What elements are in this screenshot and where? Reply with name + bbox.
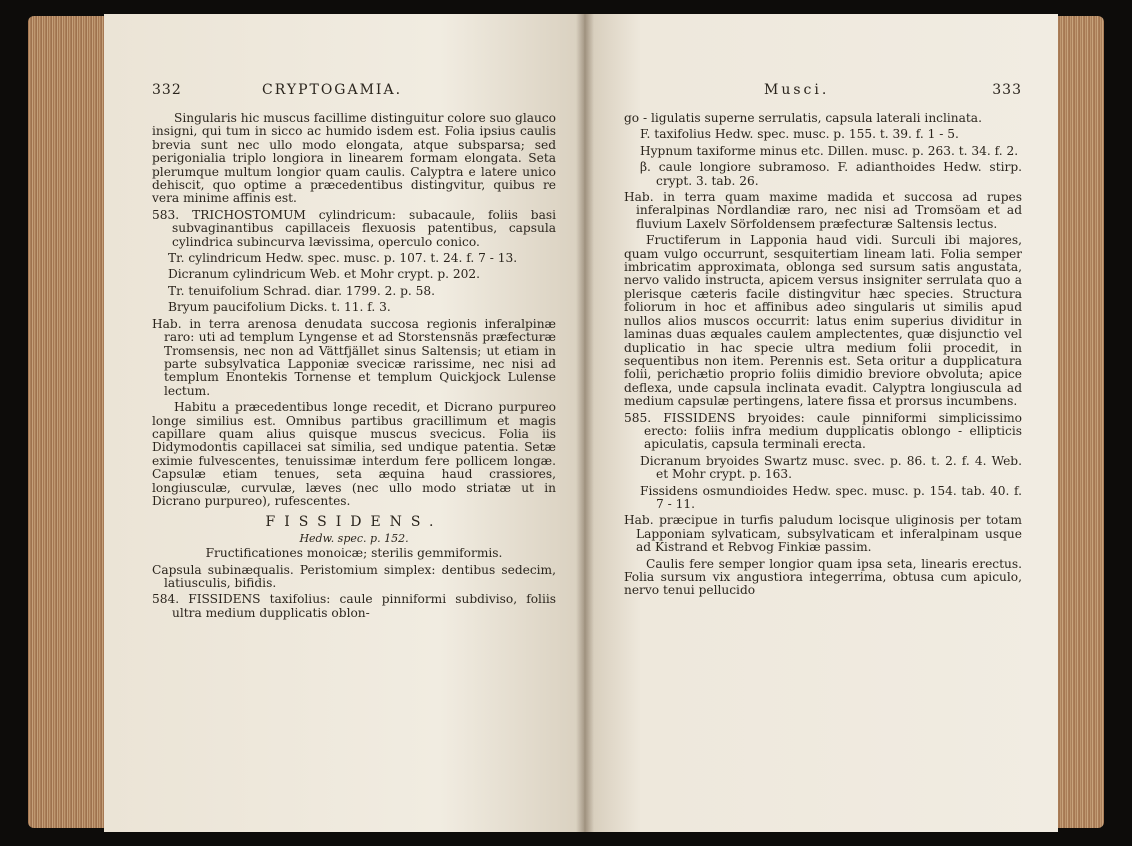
page-edges-right: [1052, 16, 1104, 828]
left-running-title: CRYPTOGAMIA.: [262, 82, 403, 98]
book-gutter: [576, 14, 594, 832]
entry-584-continued: go - ligulatis superne serrulatis, capsula laterali inclinata.: [624, 111, 982, 125]
note-584: Fructiferum in Lapponia haud vidi. Surculi ibi majores, quam vulgo occurrunt, sesquitertiam lineam lati. Folia semper imbricatim approximata, oblonga sed sursum satis angustata, nervo valido instructa, apicem versus insigniter serrulata quo a plerisque cæteris facile distingvitur hæc species. Structura foliorum in hoc et affinibus adeo singularis ut similis apud nullos alios muscos occurrit: latus enim superius dividitur in laminas duas æquales caulem amplectentes, quæ disjunctio vel duplicatio in hac specie ultra medium folii procedit, in sequentibus non item. Perennis est. Seta oritur a dupplicatura folii, perichætio proprio foliis dimidio breviore obvoluta; apice deflexa, unde capsula inclinata evadit. Calyptra longiuscula ad medium capsulæ pertingens, latere fissa et prorsus incumbens.: [624, 233, 1022, 409]
synonym-line: Fissidens osmundioides Hedw. spec. musc. p. 154. tab. 40. f. 7 - 11.: [640, 483, 1022, 511]
page-edges-left: [28, 16, 110, 828]
open-book: [28, 10, 1104, 836]
left-page-content: [152, 84, 556, 623]
right-page-content: [624, 84, 1022, 601]
note-585: Caulis fere semper longior quam ipsa seta, linearis erectus. Folia sursum vix angustiora integerrima, obtusa cum apiculo, nervo tenui pellucido: [624, 556, 1022, 598]
right-page-number: 333: [992, 82, 1022, 98]
note-583: Habitu a præcedentibus longe recedit, et Dicrano purpureo longe similius est. Omnibus partibus gracillimum et magis capillare quam alius quisque muscus svecicus. Folia iis Didymodontis capillacei sat similia, sed undique patentia. Setæ eximie fulvescentes, tenuissimæ interdum fere pollicem longæ. Capsulæ etiam tenues, seta æquina haud crassiores, longiusculæ, curvulæ, læves (nec ullo modo striatæ ut in Dicrano purpureo), rufescentes.: [152, 400, 556, 508]
entry-583: 583. TRICHOSTOMUM cylindricum: subacaule, foliis basi subvaginantibus capillaceis flexuosis patentibus, capsula cylindrica subincurva lævissima, operculo conico.: [152, 207, 556, 249]
intro-paragraph: Singularis hic muscus facillime distinguitur colore suo glauco insigni, qui tum in sicco ac humido isdem est. Folia ipsius caulis brevia sunt nec ullo modo elongata, atque subsparsa; sed perigonialia triplo longiora in linearem formam elongata. Seta plerumque multum longior quam caulis. Calyptra e latere unico dehiscit, quo optime a præcedentibus distingvitur, quibus re vera minime affinis est.: [152, 111, 556, 206]
genus-author: Hedw. spec. p. 152.: [299, 531, 409, 545]
synonym-line: Tr. cylindricum Hedw. spec. musc. p. 107. t. 24. f. 7 - 13.: [168, 251, 518, 266]
entry-584: 584. FISSIDENS taxifolius: caule pinniformi subdiviso, foliis ultra medium dupplicatis oblon-: [152, 592, 556, 620]
right-running-head: [624, 84, 1022, 106]
synonym-line: Dicranum bryoides Swartz musc. svec. p. 86. t. 2. f. 4. Web. et Mohr crypt. p. 163.: [640, 453, 1022, 482]
habitat-585: Hab. præcipue in turfis paludum locisque uliginosis per totam Lapponiam sylvaticam, subsylvaticam et inferalpinam usque ad Kistrand et Rebvog Finkiæ passim.: [624, 513, 1022, 555]
genus-character: Fructificationes monoicæ; sterilis gemmiformis.: [205, 546, 503, 561]
entry-585: 585. FISSIDENS bryoides: caule pinniformi simplicissimo erecto: foliis infra medium dupplicatis oblongo - ellipticis apiculatis, capsula terminali erecta.: [624, 410, 1022, 452]
genus-character: Capsula subinæqualis. Peristomium simplex: dentibus sedecim, latiusculis, bifidis.: [152, 562, 556, 590]
right-running-title: Musci.: [764, 82, 830, 98]
left-page-number: 332: [152, 82, 182, 98]
synonym-line: Dicranum cylindricum Web. et Mohr crypt. p. 202.: [168, 267, 481, 282]
left-running-head: [152, 84, 556, 106]
left-page: [104, 14, 584, 832]
synonym-line: Bryum paucifolium Dicks. t. 11. f. 3.: [168, 300, 391, 315]
synonym-line: F. taxifolius Hedw. spec. musc. p. 155. t. 39. f. 1 - 5.: [640, 127, 959, 142]
habitat-583: Hab. in terra arenosa denudata succosa regionis inferalpinæ raro: uti ad templum Lyngense et ad Storstensnäs præfecturæ Tromsensis, nec non ad Vättfjället sinus Saltensis; ut etiam in parte subsylvatica Lapponiæ svecicæ rarissime, nec nisi ad templum Enontekis Tornense et templum Quickjock Lulense lectum.: [152, 316, 556, 398]
synonym-line: Hypnum taxiforme minus etc. Dillen. musc. p. 263. t. 34. f. 2.: [640, 143, 1019, 158]
right-page: [584, 14, 1058, 832]
synonym-line: Tr. tenuifolium Schrad. diar. 1799. 2. p. 58.: [168, 283, 436, 298]
habitat-584: Hab. in terra quam maxime madida et succosa ad rupes inferalpinas Nordlandiæ raro, nec nisi ad Tromsöam et ad fluvium Laxelv Sörfoldensem præfecturæ Saltensis lectus.: [624, 190, 1022, 231]
genus-heading: FISSIDENS.: [265, 514, 443, 531]
variety-beta: β. caule longiore subramoso. F. adianthoides Hedw. stirp. crypt. 3. tab. 26.: [640, 160, 1022, 188]
